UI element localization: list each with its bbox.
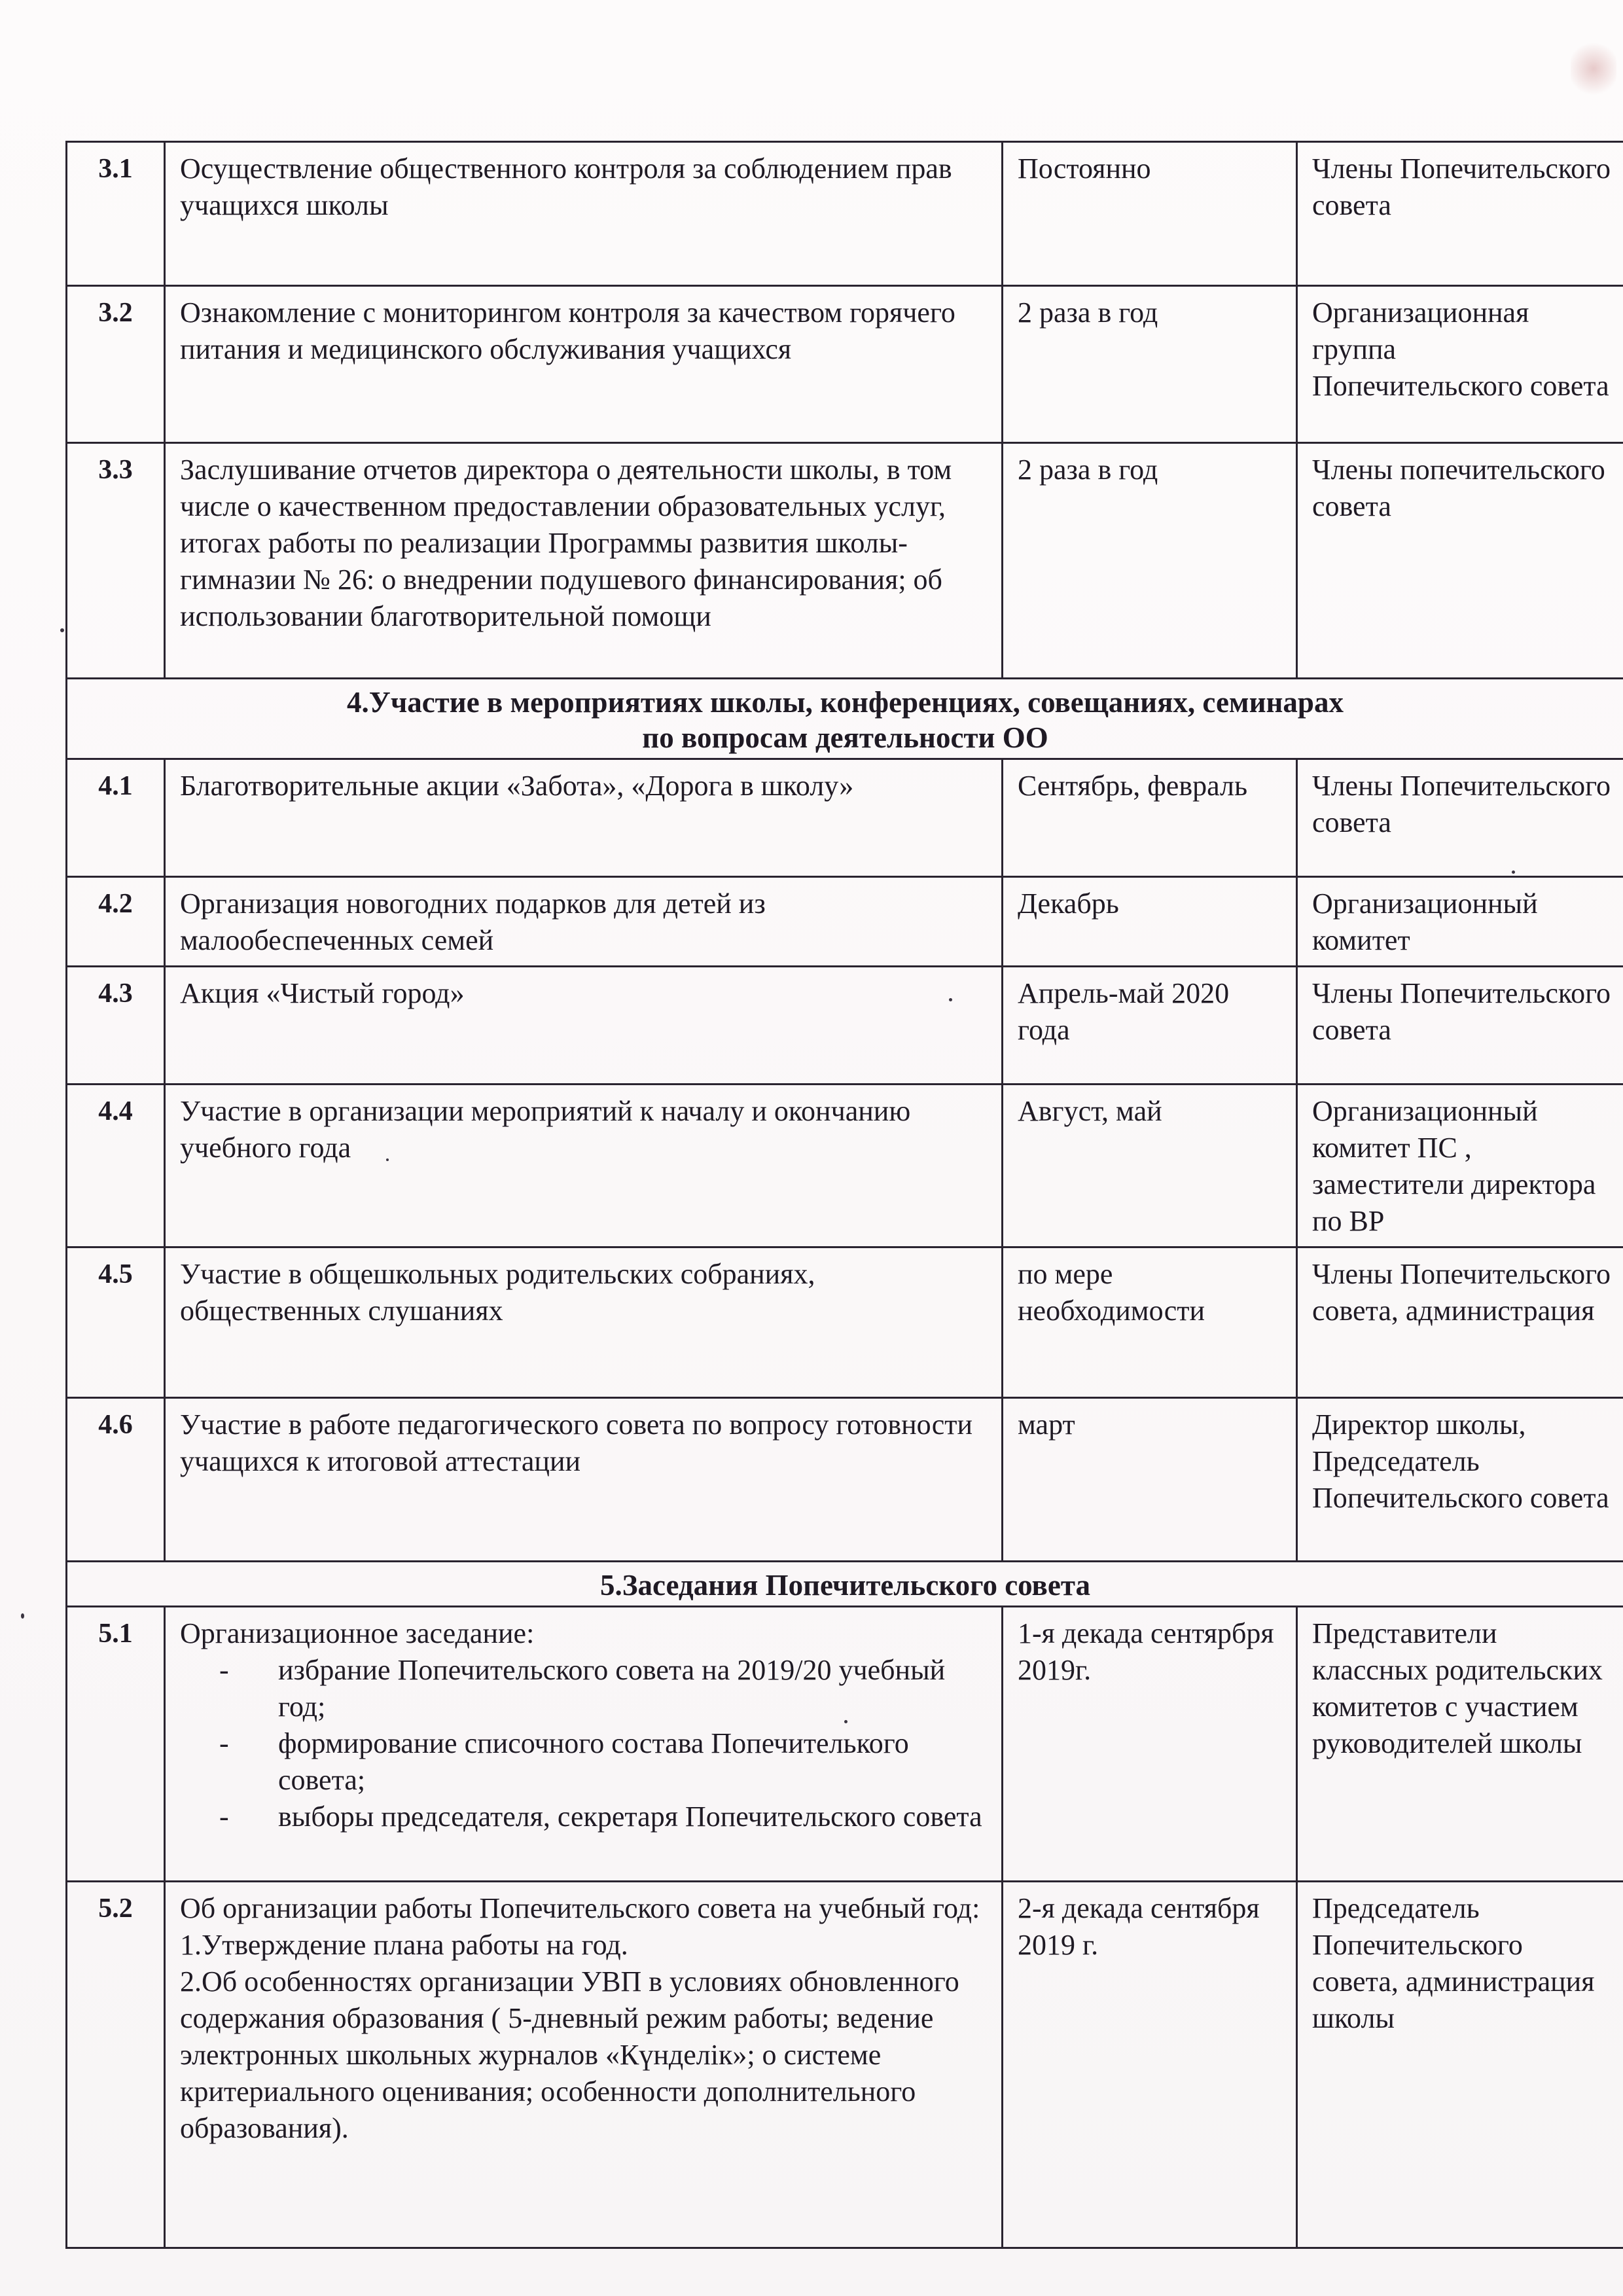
responsible-cell: Организационная группа Попечительского совета	[1297, 286, 1623, 443]
event-cell: Акция «Чистый город»	[165, 967, 1003, 1085]
table-row	[67, 1607, 1623, 1882]
responsible-cell: Председатель Попечительского совета, администрация школы	[1297, 1882, 1623, 2248]
timing-cell: 1-я декада сентярбря 2019г.	[1003, 1607, 1297, 1882]
event-cell: Участие в общешкольных родительских собраниях, общественных слушаниях	[165, 1247, 1003, 1398]
item-number: 4.2	[67, 877, 165, 967]
section-title-line: по вопросам деятельности ОО	[642, 721, 1048, 754]
responsible-cell: Члены Попечительского совета	[1297, 967, 1623, 1085]
responsible-cell: Члены попечительского совета	[1297, 443, 1623, 679]
event-cell: Благотворительные акции «Забота», «Дорога в школу»	[165, 759, 1003, 877]
item-number: 3.3	[67, 443, 165, 679]
item-number: 3.2	[67, 286, 165, 443]
timing-cell: по мере необходимости	[1003, 1247, 1297, 1398]
item-number: 4.3	[67, 967, 165, 1085]
table-row	[67, 967, 1623, 1085]
timing-cell: Август, май	[1003, 1085, 1297, 1247]
timing-cell: 2 раза в год	[1003, 286, 1297, 443]
timing-cell: Постоянно	[1003, 142, 1297, 286]
timing-cell: Апрель-май 2020 года	[1003, 967, 1297, 1085]
scan-speck	[21, 1613, 24, 1619]
timing-cell: 2 раза в год	[1003, 443, 1297, 679]
table-row	[67, 443, 1623, 679]
event-cell: Ознакомление с мониторингом контроля за качеством горячего питания и медицинского обслуживания учащихся	[165, 286, 1003, 443]
event-cell: Заслушивание отчетов директора о деятельности школы, в том числе о качественном предоставлении образовательных услуг, итогах работы по реализации Программы развития школы- гимназии № 26: о внедрении подушевого финансирования; об использовании благотворительной помощи	[165, 443, 1003, 679]
section-title	[67, 679, 1623, 759]
table-row	[67, 759, 1623, 877]
table-row	[67, 1882, 1623, 2248]
responsible-cell: Представители классных родительских комитетов с участием руководителей школы	[1297, 1607, 1623, 1882]
responsible-cell: Члены Попечительского совета	[1297, 142, 1623, 286]
table-row	[67, 286, 1623, 443]
timing-cell: Сентябрь, февраль	[1003, 759, 1297, 877]
list-item: - формирование списочного состава Попечителького совета;	[219, 1725, 990, 1799]
event-line: 2.Об особенностях организации УВП в условиях обновленного содержания образования ( 5-дневный режим работы; ведение электронных школьных журналов «Күнделік»; о системе критериального оценивания; особенности дополнительного образования).	[180, 1965, 959, 2144]
event-cell: Участие в организации мероприятий к началу и окончанию учебного года	[165, 1085, 1003, 1247]
table-row	[67, 1247, 1623, 1398]
event-cell: Осуществление общественного контроля за соблюдением прав учащихся школы	[165, 142, 1003, 286]
event-bullet-list	[180, 1652, 990, 1835]
item-number: 4.4	[67, 1085, 165, 1247]
event-line: 1.Утверждение плана работы на год.	[180, 1929, 628, 1961]
section-header-row	[67, 1562, 1623, 1607]
responsible-cell: Члены Попечительского совета	[1297, 759, 1623, 877]
timing-cell: 2-я декада сентября 2019 г.	[1003, 1882, 1297, 2248]
section-title-line: 4.Участие в мероприятиях школы, конференциях, совещаниях, семинарах	[347, 686, 1344, 719]
table-row	[67, 1398, 1623, 1562]
responsible-cell: Организационный комитет	[1297, 877, 1623, 967]
event-cell	[165, 1882, 1003, 2248]
responsible-cell: Организационный комитет ПС , заместители директора по ВР	[1297, 1085, 1623, 1247]
responsible-cell: Члены Попечительского совета, администрация	[1297, 1247, 1623, 1398]
table-row	[67, 142, 1623, 286]
timing-cell: март	[1003, 1398, 1297, 1562]
scan-speck	[60, 628, 64, 632]
table-row	[67, 1085, 1623, 1247]
work-plan-table	[65, 141, 1623, 2249]
scan-speck	[1512, 870, 1515, 874]
event-line: Об организации работы Попечительского совета на учебный год:	[180, 1892, 980, 1924]
event-cell: Участие в работе педагогического совета по вопросу готовности учащихся к итоговой аттестации	[165, 1398, 1003, 1562]
item-number: 4.6	[67, 1398, 165, 1562]
list-item: - выборы председателя, секретаря Попечительского совета	[219, 1799, 990, 1835]
scan-speck	[949, 998, 952, 1001]
timing-cell: Декабрь	[1003, 877, 1297, 967]
section-title	[67, 1562, 1623, 1607]
item-number: 4.1	[67, 759, 165, 877]
item-number: 4.5	[67, 1247, 165, 1398]
scan-speck	[386, 1158, 389, 1161]
responsible-cell: Директор школы, Председатель Попечительского совета	[1297, 1398, 1623, 1562]
event-cell: Организация новогодних подарков для детей из малообеспеченных семей	[165, 877, 1003, 967]
event-cell	[165, 1607, 1003, 1882]
scan-speck	[844, 1720, 847, 1723]
list-item: - избрание Попечительского совета на 2019/20 учебный год;	[219, 1652, 990, 1725]
item-number: 5.2	[67, 1882, 165, 2248]
item-number: 3.1	[67, 142, 165, 286]
item-number: 5.1	[67, 1607, 165, 1882]
paper-stain	[1571, 39, 1616, 98]
table-row	[67, 877, 1623, 967]
section-header-row	[67, 679, 1623, 759]
section-title-line: 5.Заседания Попечительского совета	[600, 1569, 1090, 1602]
event-intro: Организационное заседание:	[180, 1617, 535, 1649]
